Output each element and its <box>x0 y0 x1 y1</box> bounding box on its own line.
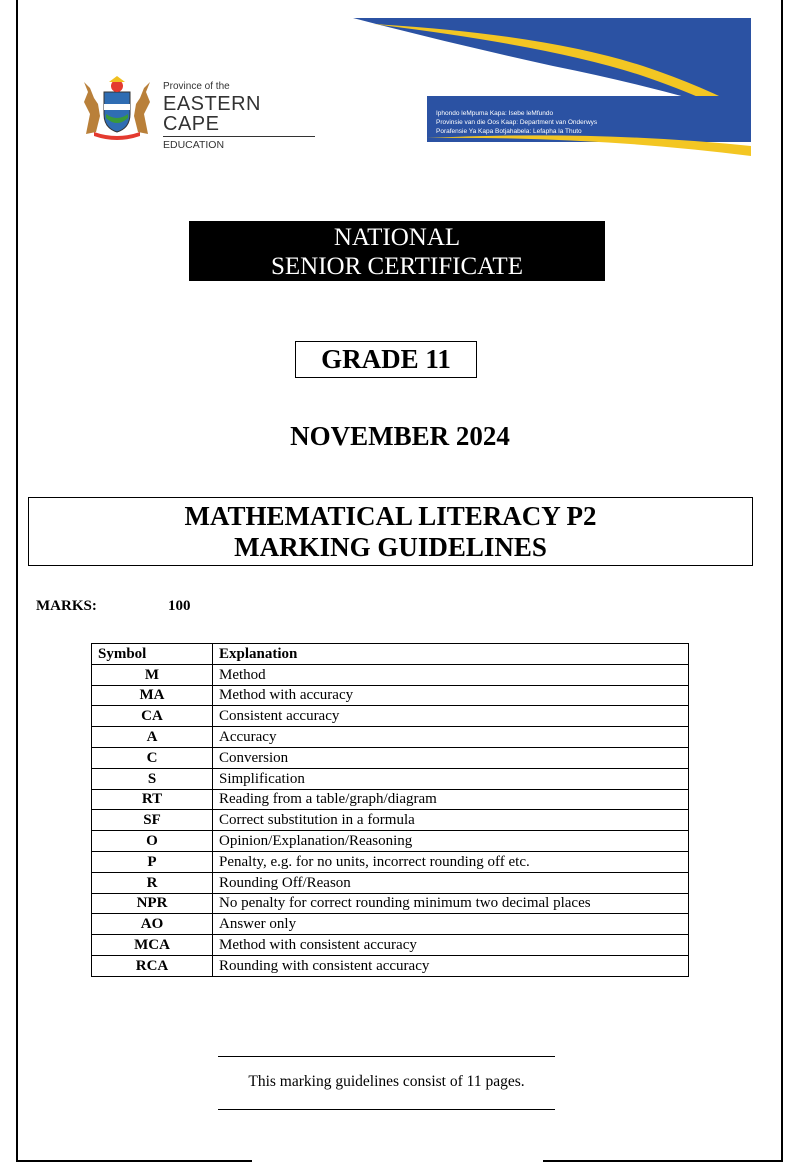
symbol-cell: SF <box>92 810 213 831</box>
marks-value: 100 <box>168 598 191 614</box>
exam-title-box <box>189 221 605 281</box>
table-row <box>92 914 689 935</box>
explanation-cell: Reading from a table/graph/diagram <box>213 789 689 810</box>
logo-province-name: EASTERN CAPE <box>163 94 315 137</box>
explanation-cell: Simplification <box>213 768 689 789</box>
table-row <box>92 831 689 852</box>
table-row <box>92 851 689 872</box>
explanation-cell: Conversion <box>213 747 689 768</box>
symbol-cell: CA <box>92 706 213 727</box>
table-row <box>92 706 689 727</box>
explanation-cell: Method with consistent accuracy <box>213 935 689 956</box>
banner-line-sotho: Porafensie Ya Kapa Botjahabela: Lefapha la Thuto <box>436 128 582 135</box>
explanation-cell: Opinion/Explanation/Reasoning <box>213 831 689 852</box>
grade-label: GRADE 11 <box>295 341 477 378</box>
marks-label: MARKS: <box>36 598 97 614</box>
page-border-bottom-left <box>16 1160 252 1162</box>
table-row <box>92 872 689 893</box>
department-logo <box>163 82 315 151</box>
explanation-cell: Method <box>213 664 689 685</box>
column-header-symbol: Symbol <box>92 644 213 665</box>
subject-title: MATHEMATICAL LITERACY P2 <box>184 501 597 531</box>
table-row <box>92 935 689 956</box>
table-row <box>92 768 689 789</box>
table-row <box>92 685 689 706</box>
explanation-cell: Consistent accuracy <box>213 706 689 727</box>
explanation-cell: Rounding Off/Reason <box>213 872 689 893</box>
page-border-bottom-right <box>543 1160 783 1162</box>
symbol-cell: M <box>92 664 213 685</box>
page-count-note: This marking guidelines consist of 11 pages. <box>248 1073 525 1090</box>
explanation-cell: Accuracy <box>213 727 689 748</box>
table-row <box>92 955 689 976</box>
footer-rule-bottom <box>218 1109 555 1110</box>
header-banner-graphic <box>353 16 753 158</box>
table-row <box>92 789 689 810</box>
table-row <box>92 810 689 831</box>
exam-title-line2: SENIOR CERTIFICATE <box>271 253 523 280</box>
explanation-cell: Rounding with consistent accuracy <box>213 955 689 976</box>
table-row <box>92 727 689 748</box>
explanation-cell: Penalty, e.g. for no units, incorrect rounding off etc. <box>213 851 689 872</box>
banner-text <box>436 109 597 136</box>
symbol-table <box>91 643 689 977</box>
table-row <box>92 747 689 768</box>
symbol-cell: S <box>92 768 213 789</box>
explanation-cell: Correct substitution in a formula <box>213 810 689 831</box>
exam-title-line1: NATIONAL <box>333 224 461 251</box>
column-header-explanation: Explanation <box>213 644 689 665</box>
explanation-cell: No penalty for correct rounding minimum two decimal places <box>213 893 689 914</box>
logo-department: EDUCATION <box>163 139 225 151</box>
page-border-right <box>781 0 783 1162</box>
table-row <box>92 664 689 685</box>
exam-date: NOVEMBER 2024 <box>290 421 510 451</box>
symbol-cell: NPR <box>92 893 213 914</box>
symbol-cell: R <box>92 872 213 893</box>
footer-rule-top <box>218 1056 555 1057</box>
table-header-row <box>92 644 689 665</box>
symbol-cell: P <box>92 851 213 872</box>
symbol-cell: AO <box>92 914 213 935</box>
subject-box <box>28 497 753 566</box>
banner-line-afrikaans: Provinsie van die Oos Kaap: Department van Onderwys <box>436 119 598 126</box>
subject-subtitle: MARKING GUIDELINES <box>234 532 547 562</box>
explanation-cell: Method with accuracy <box>213 685 689 706</box>
symbol-cell: O <box>92 831 213 852</box>
symbol-cell: RCA <box>92 955 213 976</box>
explanation-cell: Answer only <box>213 914 689 935</box>
symbol-cell: MA <box>92 685 213 706</box>
table-row <box>92 893 689 914</box>
logo-province-line: Province of the <box>163 81 230 92</box>
page-border-left <box>16 0 18 1162</box>
coat-of-arms-icon <box>76 74 158 140</box>
banner-line-xhosa: Iphondo leMpuma Kapa: Isebe leMfundo <box>436 110 554 117</box>
symbol-cell: A <box>92 727 213 748</box>
symbol-cell: MCA <box>92 935 213 956</box>
symbol-cell: RT <box>92 789 213 810</box>
symbol-cell: C <box>92 747 213 768</box>
